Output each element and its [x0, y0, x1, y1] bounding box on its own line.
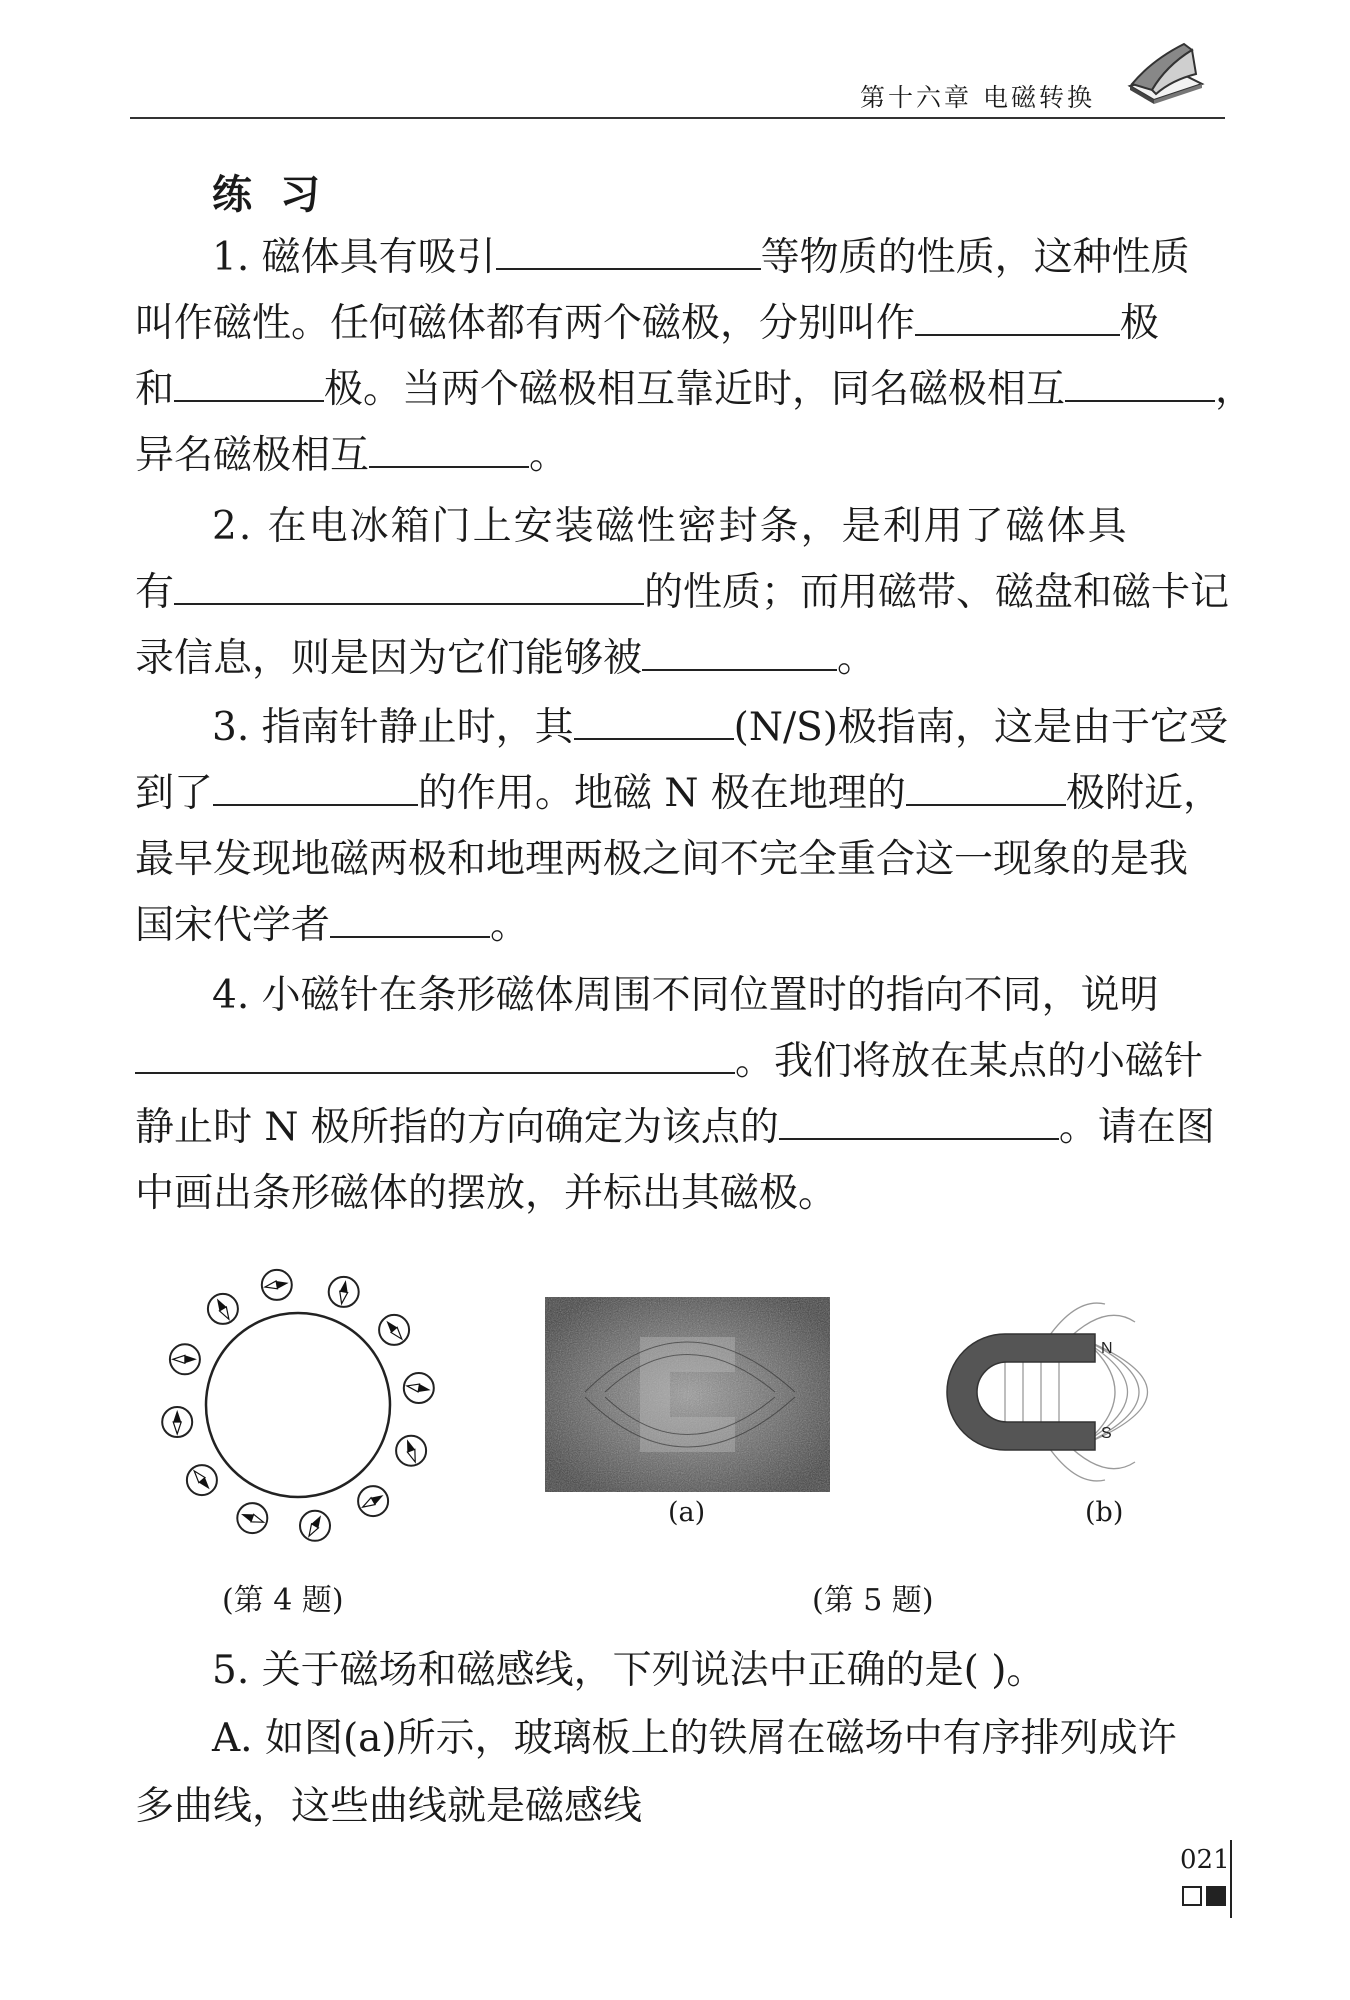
section-title: 练习 — [212, 171, 348, 218]
q5-text: 5. 关于磁场和磁感线，下列说法中正确的是( )。 — [212, 1648, 1046, 1693]
compass-icon — [379, 1315, 409, 1345]
fig5b-horseshoe-magnet — [935, 1292, 1215, 1496]
q3-line-2 — [135, 761, 1225, 827]
q1-text: 叫作磁性。任何磁体都有两个磁极，分别叫作 — [135, 301, 916, 346]
q5-option-a-text: A. 如图(a)所示，玻璃板上的铁屑在磁场中有序排列成许 — [212, 1716, 1177, 1761]
magnet-pole-n: N — [1101, 1340, 1113, 1357]
q1-text: 极。当两个磁极相互靠近时，同名磁极相互 — [324, 367, 1066, 412]
compass-icon — [404, 1373, 434, 1403]
q5-option-a-line-1 — [135, 1706, 1225, 1772]
q1-blank-1[interactable] — [496, 230, 761, 270]
compass-icon — [358, 1486, 388, 1516]
q1-blank-5[interactable] — [369, 428, 529, 468]
q1-line-4 — [135, 423, 1225, 489]
q2-text: 。 — [837, 636, 877, 681]
square-outline-icon — [1182, 1886, 1202, 1906]
fig4-circle — [206, 1313, 390, 1497]
q2-blank-2[interactable] — [642, 631, 837, 671]
q1-line-3 — [135, 357, 1255, 423]
q1-text: ， — [1215, 367, 1255, 412]
q3-text: 的作用。地磁 N 极在地理的 — [418, 771, 906, 816]
q3-blank-1[interactable] — [574, 700, 734, 740]
q1-blank-2[interactable] — [915, 296, 1120, 336]
page-number: 021 — [1180, 1845, 1230, 1875]
q3-text: 国宋代学者 — [135, 903, 331, 948]
fig5a-label: (a) — [668, 1497, 706, 1528]
q2-line-3 — [135, 626, 1225, 692]
q3-blank-3[interactable] — [906, 766, 1066, 806]
q4-text: 中画出条形磁体的摆放，并标出其磁极。 — [135, 1171, 838, 1216]
q4-line-4 — [135, 1161, 1225, 1227]
q2-line-1 — [135, 494, 1225, 560]
q3-line-4 — [135, 893, 1225, 959]
q3-text: (N/S)极指南，这是由于它受 — [733, 705, 1229, 750]
compass-icon — [162, 1407, 192, 1437]
compass-icon — [170, 1344, 200, 1374]
q5-option-a-line-2 — [135, 1774, 1225, 1840]
q1-text: 异名磁极相互 — [135, 433, 370, 478]
q1-line-2 — [135, 291, 1225, 357]
field-lines — [1005, 1303, 1148, 1481]
q5-option-a-text: 多曲线，这些曲线就是磁感线 — [135, 1784, 643, 1829]
compass-icon — [262, 1270, 292, 1300]
q3-blank-2[interactable] — [213, 766, 418, 806]
q1-text: 等物质的性质，这种性质 — [760, 235, 1190, 280]
fig5a-iron-filings-photo — [545, 1297, 830, 1496]
q3-text: 极附近， — [1065, 771, 1222, 816]
q1-line-1 — [135, 225, 1225, 291]
q3-line-3 — [135, 827, 1225, 893]
compass-icon — [300, 1511, 330, 1541]
q4-text: 静止时 N 极所指的方向确定为该点的 — [135, 1105, 779, 1150]
q4-text: 。我们将放在某点的小磁针 — [735, 1039, 1204, 1084]
q5-stem — [135, 1638, 1225, 1704]
q4-blank-2[interactable] — [779, 1100, 1059, 1140]
q1-blank-3[interactable] — [174, 362, 324, 402]
q2-text: 2. 在电冰箱门上安装磁性密封条，是利用了磁体具 — [212, 504, 1129, 549]
chapter-header: 第十六章 电磁转换 — [860, 83, 1095, 112]
q3-text: 3. 指南针静止时，其 — [212, 705, 574, 750]
square-filled-icon — [1206, 1886, 1226, 1906]
header-rule — [130, 117, 1225, 119]
book-icon — [1122, 40, 1206, 110]
q3-text: 。 — [490, 903, 530, 948]
q3-text: 最早发现地磁两极和地理两极之间不完全重合这一现象的是我 — [135, 837, 1189, 882]
q1-blank-4[interactable] — [1065, 362, 1215, 402]
q4-line-1 — [135, 963, 1225, 1029]
compass-icon — [187, 1465, 217, 1495]
compass-icon — [396, 1436, 426, 1466]
q2-text: 的性质；而用磁带、磁盘和磁卡记 — [644, 570, 1230, 615]
q4-text: 。请在图 — [1058, 1105, 1215, 1150]
compass-icon — [237, 1503, 267, 1533]
q3-text: 到了 — [135, 771, 214, 816]
q3-line-1 — [135, 695, 1229, 761]
q1-text: 。 — [529, 433, 569, 478]
q4-blank-1[interactable] — [135, 1034, 735, 1074]
magnet-pole-s: S — [1101, 1425, 1112, 1442]
fig5-caption: (第 5 题) — [812, 1583, 934, 1618]
fig4-compass-diagram — [150, 1255, 450, 1559]
footer-rule — [1230, 1840, 1232, 1918]
q2-line-2 — [135, 560, 1230, 626]
q2-blank-1[interactable] — [174, 565, 644, 605]
q1-text: 和 — [135, 367, 175, 412]
q4-text: 4. 小磁针在条形磁体周围不同位置时的指向不同，说明 — [212, 973, 1159, 1018]
q4-line-2 — [135, 1029, 1225, 1095]
q1-text: 极 — [1120, 301, 1160, 346]
fig4-caption: (第 4 题) — [222, 1583, 344, 1618]
compass-icon — [208, 1294, 238, 1324]
q3-blank-4[interactable] — [330, 898, 490, 938]
fig5b-label: (b) — [1085, 1497, 1124, 1528]
q2-text: 录信息，则是因为它们能够被 — [135, 636, 643, 681]
q1-text: 1. 磁体具有吸引 — [212, 235, 496, 280]
compass-icon — [329, 1277, 359, 1307]
q4-line-3 — [135, 1095, 1225, 1161]
q2-text: 有 — [135, 570, 175, 615]
